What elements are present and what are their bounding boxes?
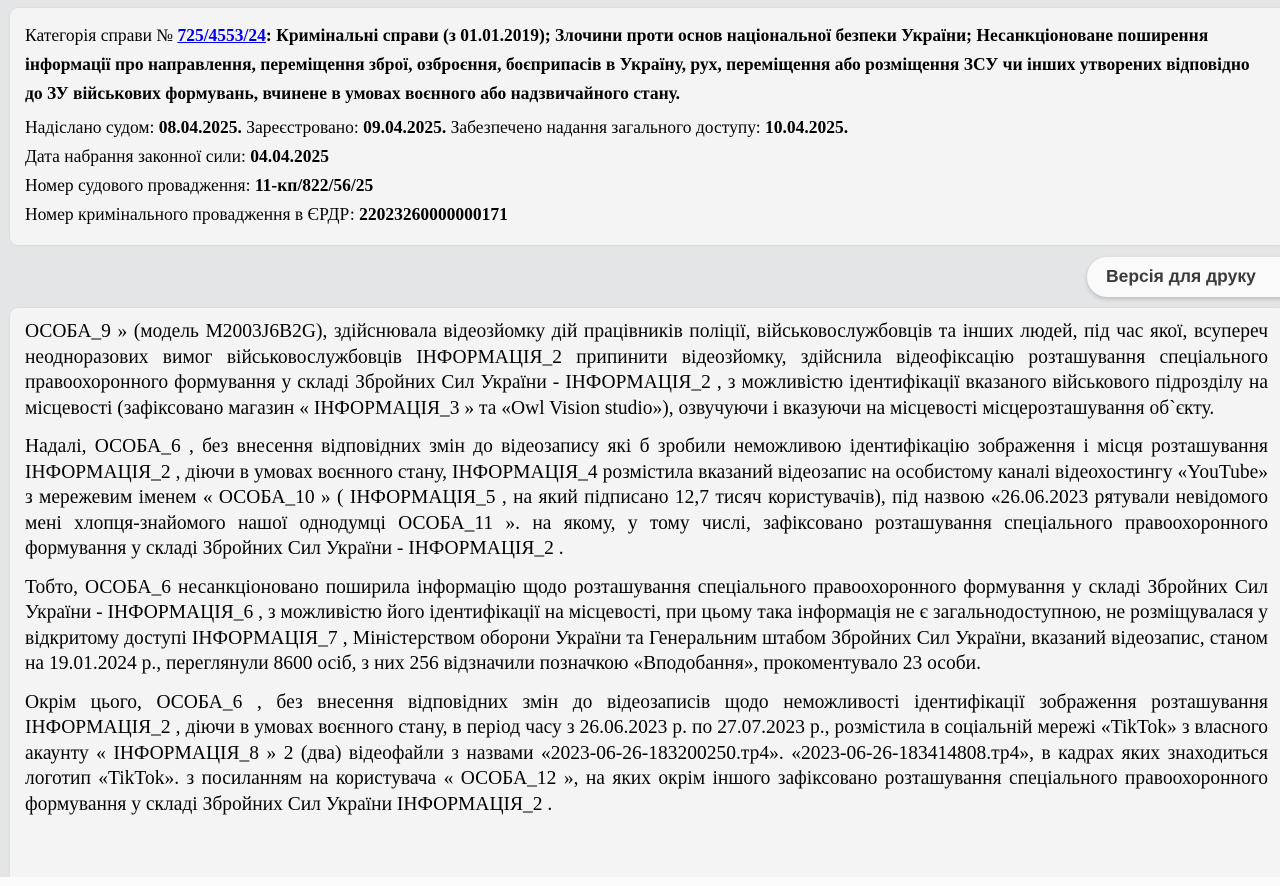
sent-by-court-date: 08.04.2025. [158,117,242,137]
toolbar-row [0,246,1280,308]
document-paragraph: Окрім цього, ОСОБА_6 , без внесення відповідних змін до відеозаписів щодо неможливості ідентифікації зображення розташування ІНФОРМАЦІЯ_2 , діючи в умовах воєнного стану, в період часу з 26.06.2023 р. по 27.07.2023 р., розмістила в соціальній мережі «TikTok» з власного акаунту « ІНФОРМАЦІЯ_8 » 2 (два) відеофайли з назвами «2023-06-26-183200250.тр4». «2023-06-26-183414808.тр4», в кадрах яких знаходиться логотип «TikTok». з посиланням на користувача « ОСОБА_12 », на яких окрім іншого зафіксовано розташування спеціального правоохоронного формування у складі Збройних Сил України ІНФОРМАЦІЯ_2 . [25,691,1268,815]
document-paragraph: Тобто, ОСОБА_6 несанкціоновано поширила інформацію щодо розташування спеціального правоохоронного формування у складі Збройних Сил України - ІНФОРМАЦІЯ_6 , з можливістю його ідентифікації на місцевості, при цьому така інформація не є загальнодоступною, не розміщувалася у відкритому доступі ІНФОРМАЦІЯ_7 , Міністерством оборони України та Генеральним штабом Збройних Сил України, вказаний відеозапис, станом на 19.01.2024 р., переглянули 8600 осіб, з них 256 відзначили позначкою «Вподобання», прокоментувало 23 особи. [25,576,1268,674]
page-bottom-strip [0,877,1280,886]
document-paragraph: Надалі, ОСОБА_6 , без внесення відповідних змін до відеозапису які б зробили неможливою ідентифікацію зображення і місця розташування ІНФОРМАЦІЯ_2 , діючи в умовах воєнного стану, ІНФОРМАЦІЯ_4 розмістила вказаний відеозапис на особистому каналі відеохостингу «YouTube» з мережевим іменем « ОСОБА_10 » ( ІНФОРМАЦІЯ_5 , на який підписано 12,7 тисяч користувачів), під назвою «26.06.2023 рятували невідомого мені хлопця-знайомого нашої однодумці ОСОБА_11 ». на якому, у тому числі, зафіксовано розташування спеціального правоохоронного формування у складі Збройних Сил України - ІНФОРМАЦІЯ_2 . [25,436,1268,559]
court-proceeding-line [25,171,1266,200]
case-number-link[interactable]: 725/4553/24 [177,25,266,45]
registered-date: 09.04.2025. [363,117,447,137]
court-proceeding-number: 11-кп/822/56/25 [254,175,374,195]
case-category-line [25,21,1266,108]
legal-force-label: Дата набрання законної сили: [25,146,251,166]
registered-label: Зареєстровано: [241,117,364,137]
legal-force-date: 04.04.2025 [250,146,329,166]
print-version-button[interactable]: Версія для друку [1087,257,1280,297]
erdr-number: 22023260000000171 [359,204,508,224]
public-access-label: Забезпечено надання загального доступу: [446,117,766,137]
case-dates-line [25,113,1266,142]
document-text-panel [10,308,1280,886]
legal-force-line [25,142,1266,171]
case-category-description: : Кримінальні справи (з 01.01.2019); Злочини проти основ національної безпеки України; Несанкціоноване поширення інформації про направлення, переміщення зброї, озброєння, боєприпасів в Україну, рух, переміщення або розміщення ЗСУ чи інших утворених відповідно до ЗУ військових формувань, вчинене в умовах воєнного або надзвичайного стану. [25,25,1250,103]
sent-by-court-label: Надіслано судом: [25,117,159,137]
document-paragraph: ОСОБА_9 » (модель M2003J6B2G), здійснювала відеозйомку дій працівників поліції, військовослужбовців та інших людей, під час якої, всупереч неодноразових вимог військовослужбовців ІНФОРМАЦІЯ_2 припинити відеозйомку, здійснила відеофіксацію розташування спеціального правоохоронного формування у складі Збройних Сил України - ІНФОРМАЦІЯ_2 , з можливістю ідентифікації вказаного військового підрозділу на місцевості (зафіксовано магазин « ІНФОРМАЦІЯ_3 » та «Owl Vision studio»), озвучуючи і вказуючи на місцевості місцерозташування об`єкту. [25,321,1268,419]
public-access-date: 10.04.2025. [765,117,849,137]
case-info-panel [10,8,1280,245]
court-proceeding-label: Номер судового провадження: [25,175,255,195]
erdr-label: Номер кримінального провадження в ЄРДР: [25,204,360,224]
case-category-label: Категорія справи № [25,25,178,45]
erdr-line [25,200,1266,229]
